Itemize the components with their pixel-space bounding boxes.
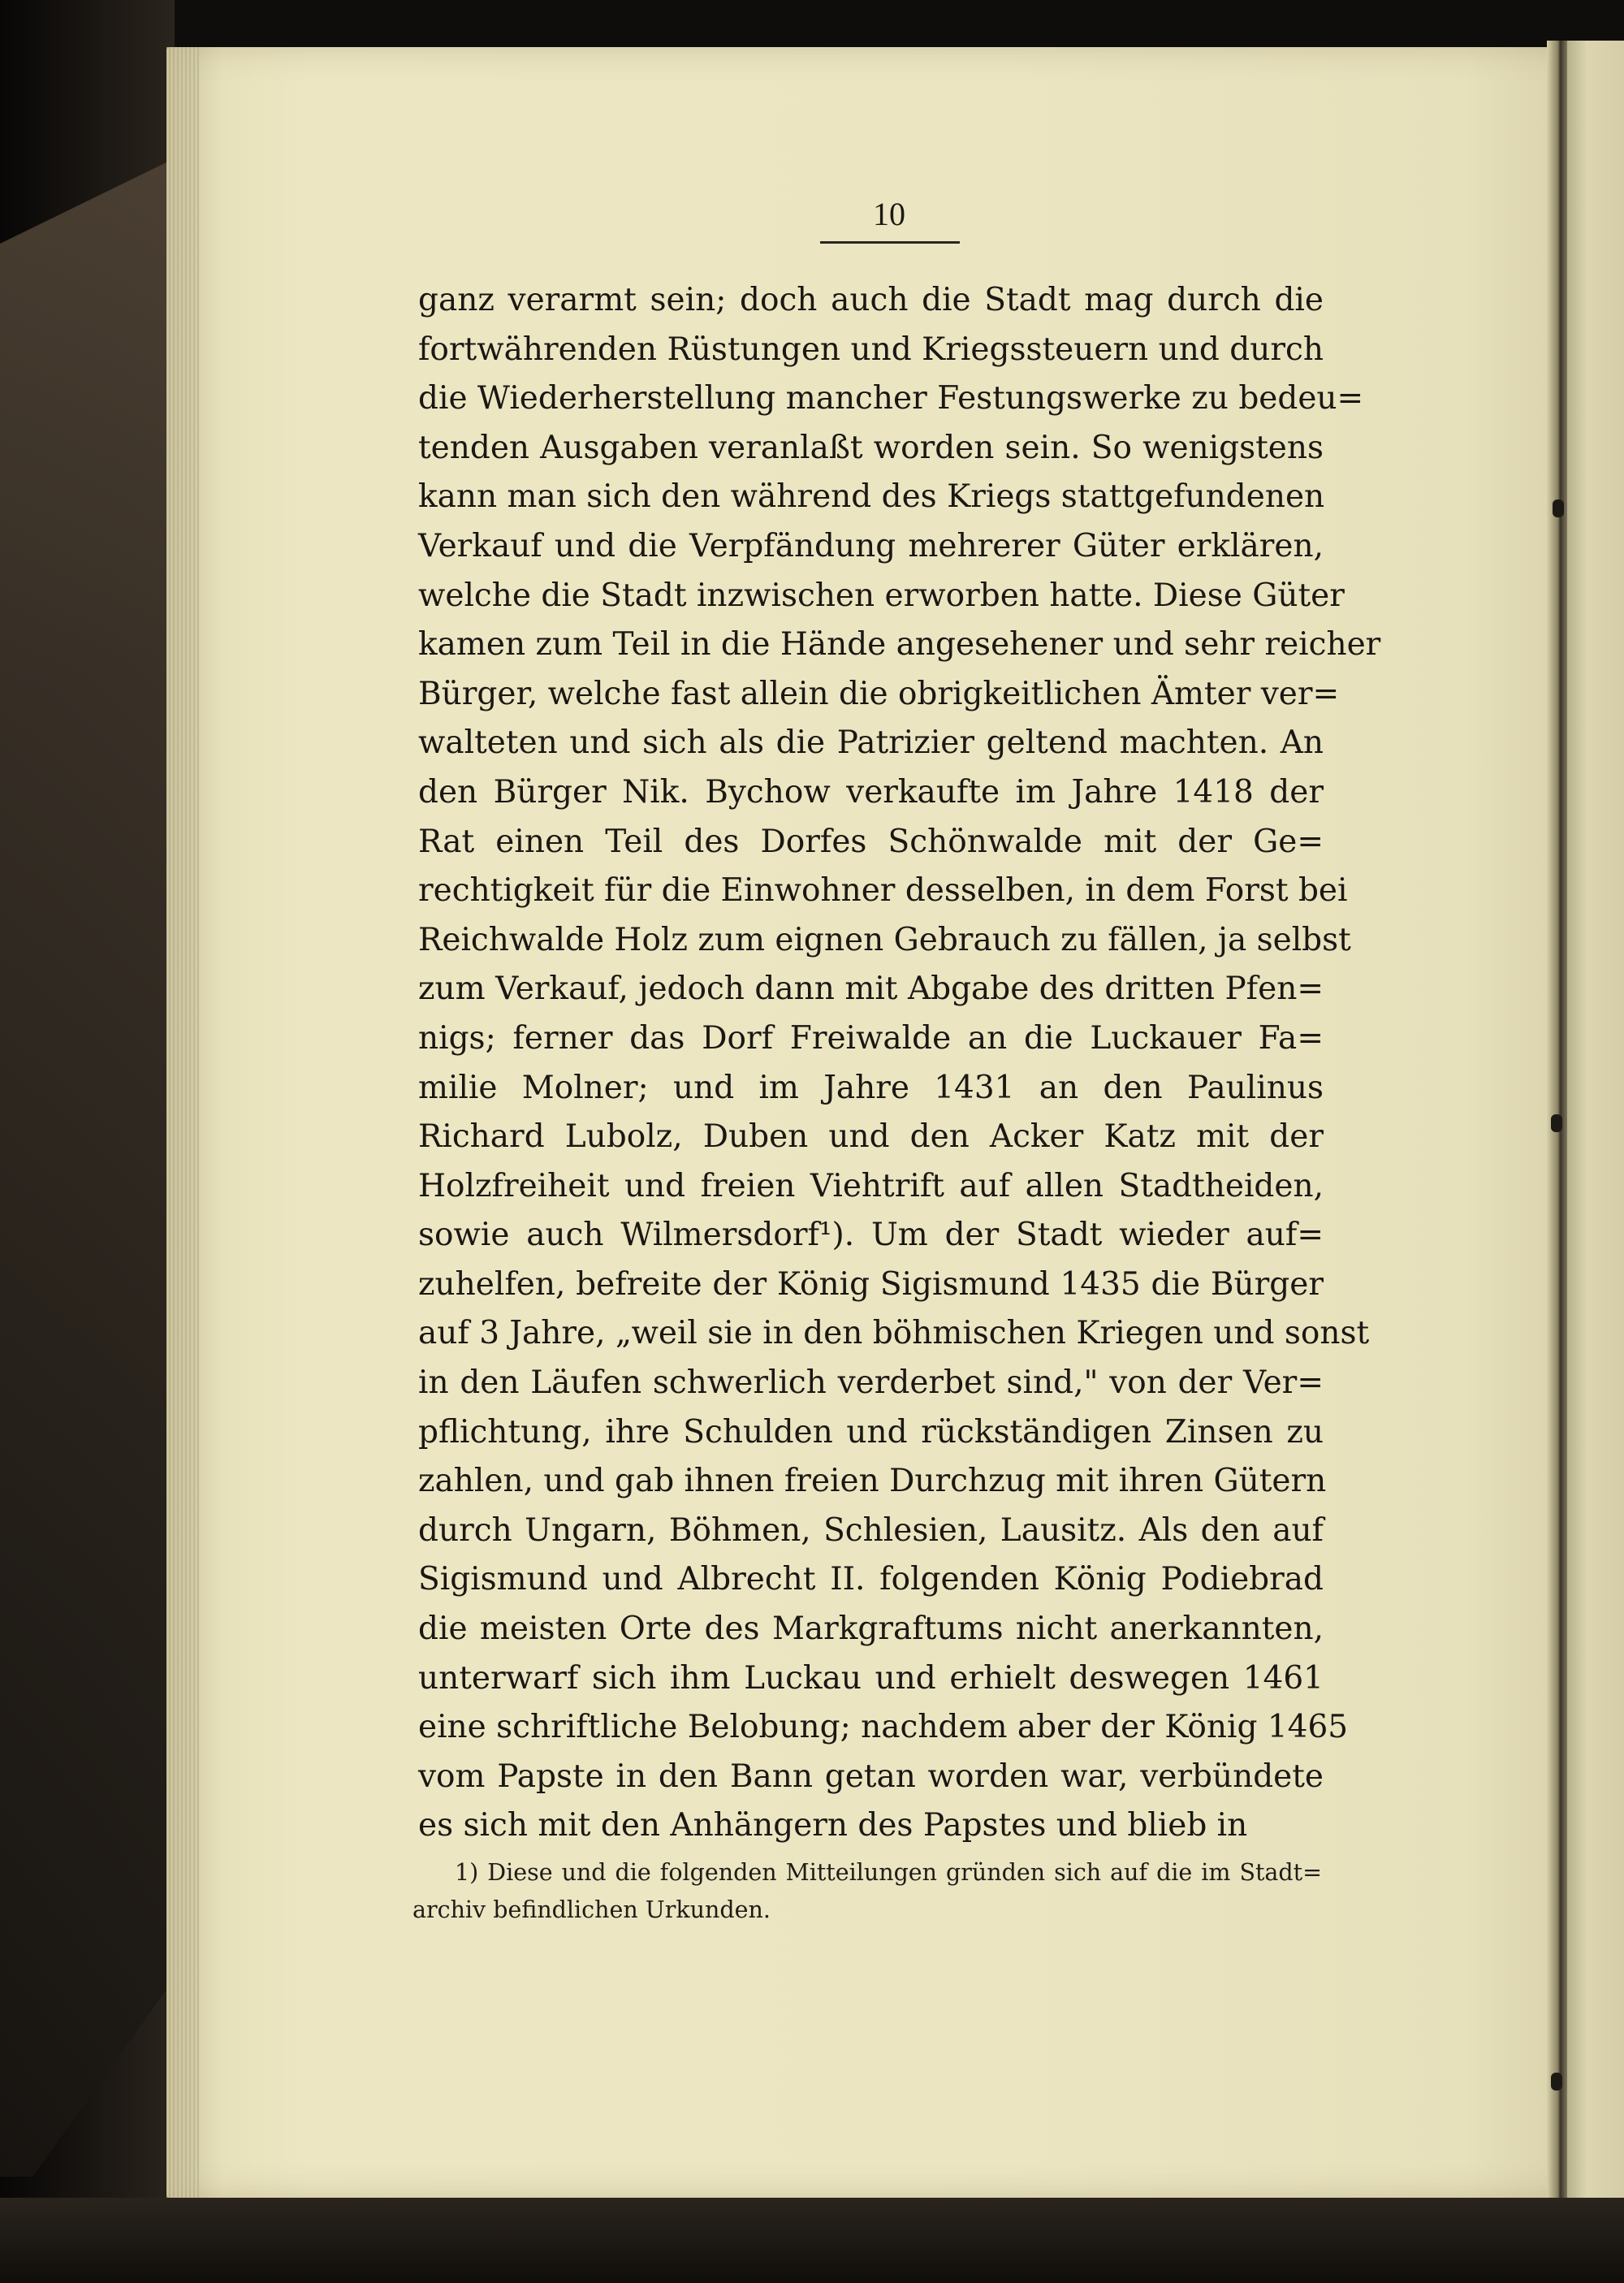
page-number-rule [820,241,960,244]
text-line: kann man sich den während des Kriegs stattgefundenen [418,478,1325,516]
text-line: ganz verarmt sein; doch auch die Stadt mag durch die [418,282,1324,318]
text-line: die meisten Orte des Markgraftums nicht anerkannten, [418,1611,1324,1648]
text-line: rechtigkeit für die Einwohner desselben, in dem Forst bei [418,872,1348,910]
text-line: zum Verkauf, jedoch dann mit Abgabe des dritten Pfen= [418,971,1324,1008]
facing-page-edge [1567,41,1624,2233]
text-line: Sigismund und Albrecht II. folgenden König Podiebrad [418,1561,1324,1598]
text-line: Reichwalde Holz zum eignen Gebrauch zu fällen, ja selbst [418,921,1351,958]
text-line: vom Papste in den Bann getan worden war, verbündete [418,1758,1324,1795]
text-line: Bürger, welche fast allein die obrigkeitlichen Ämter ver= [418,675,1340,712]
text-line: Holzfreiheit und freien Viehtrift auf allen Stadtheiden, [418,1167,1324,1204]
text-line: sowie auch Wilmersdorf¹). Um der Stadt wieder auf= [418,1217,1324,1254]
text-line: Verkauf und die Verpfändung mehrerer Güter erklären, [418,527,1324,564]
binding-stitch [1551,2073,1562,2091]
page-number: 10 [873,196,905,232]
text-line: milie Molner; und im Jahre 1431 an den Paulinus [418,1069,1324,1106]
text-line: die Wiederherstellung mancher Festungswerke zu bedeu= [418,380,1364,417]
text-line: unterwarf sich ihm Luckau und erhielt deswegen 1461 [418,1659,1324,1697]
text-line: eine schriftliche Belobung; nachdem aber der König 1465 [418,1709,1349,1746]
text-line: nigs; ferner das Dorf Freiwalde an die Luckauer Fa= [418,1019,1324,1057]
text-line: es sich mit den Anhängern des Papstes und blieb in [418,1807,1248,1844]
text-line: fortwährenden Rüstungen und Kriegssteuern und durch [418,331,1324,368]
text-line: walteten und sich als die Patrizier geltend machten. An [418,724,1324,762]
footnote-line: archiv befindlichen Urkunden. [412,1896,771,1923]
body-text [418,276,1381,1851]
text-line: tenden Ausgaben veranlaßt worden sein. So wenigstens [418,429,1324,466]
page-edges [166,47,199,2198]
binding-stitch [1551,1114,1562,1132]
footnote [412,1854,1322,1929]
text-line: kamen zum Teil in die Hände angesehener und sehr reicher [418,626,1381,664]
text-line: zahlen, und gab ihnen freien Durchzug mit ihren Gütern [418,1463,1327,1500]
scan-background-bottom [0,2198,1624,2283]
text-line: in den Läufen schwerlich verderbet sind," von der Ver= [418,1364,1324,1402]
binding-stitch [1553,499,1564,517]
text-line: zuhelfen, befreite der König Sigismund 1435 die Bürger [418,1265,1324,1303]
text-line: Rat einen Teil des Dorfes Schönwalde mit der Ge= [418,823,1324,860]
text-line: auf 3 Jahre, „weil sie in den böhmischen Kriegen und sonst [418,1315,1370,1352]
footnote-line: 1) Diese und die folgenden Mitteilungen gründen sich auf die im Stadt= [455,1859,1322,1886]
text-line: welche die Stadt inzwischen erworben hatte. Diese Güter [418,577,1345,614]
text-line: den Bürger Nik. Bychow verkaufte im Jahre 1418 der [418,773,1324,811]
text-line: pflichtung, ihre Schulden und rückständigen Zinsen zu [418,1413,1324,1451]
text-line: Richard Lubolz, Duben und den Acker Katz mit der [418,1118,1324,1156]
text-line: durch Ungarn, Böhmen, Schlesien, Lausitz. Als den auf [418,1511,1324,1549]
